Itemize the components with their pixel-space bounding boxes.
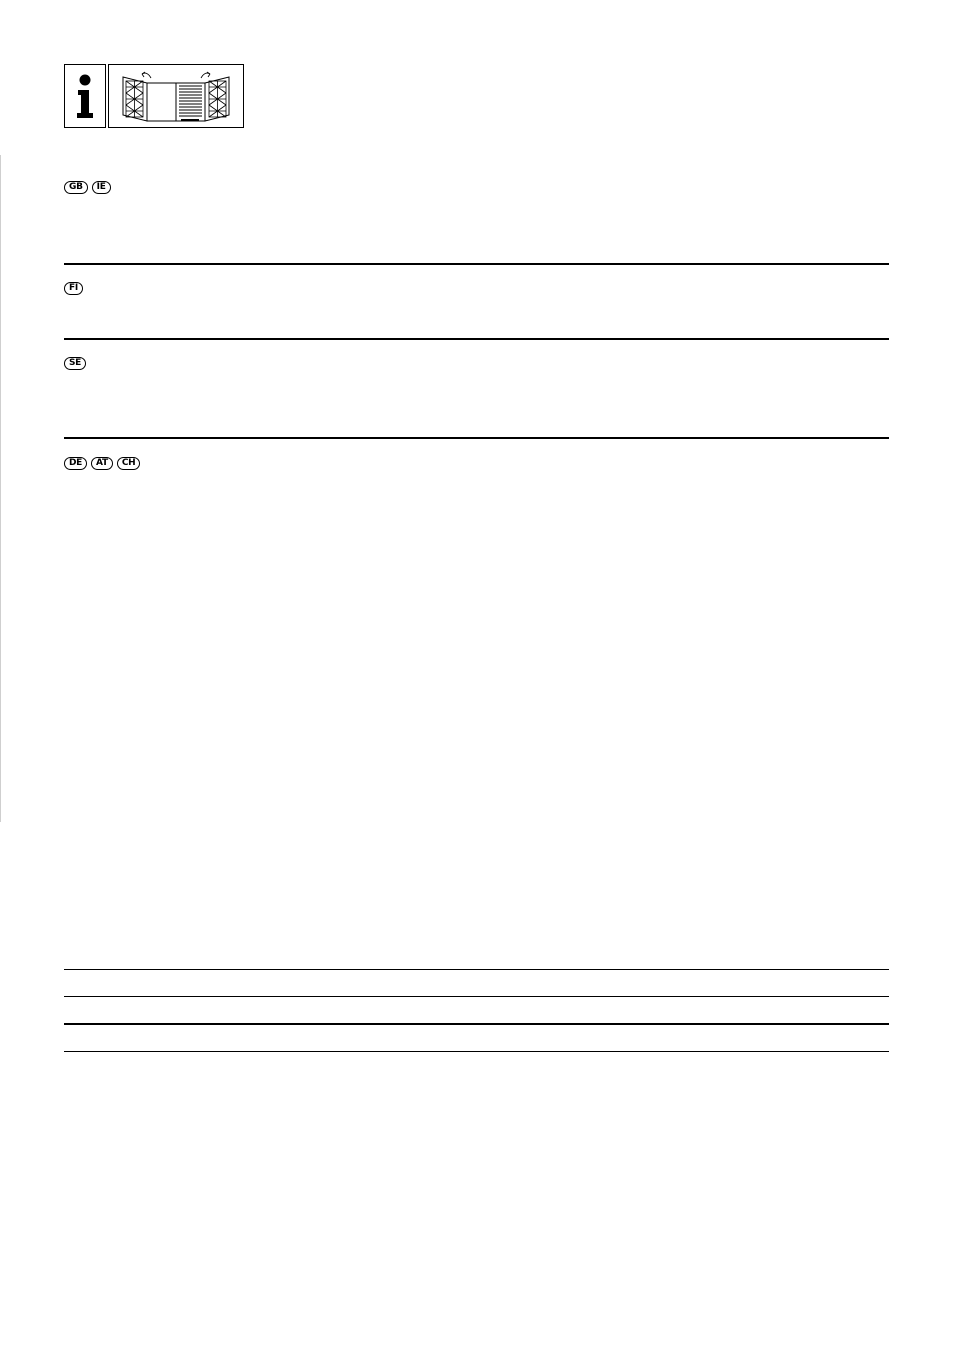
language-badges-en: [64, 181, 111, 194]
language-badges-se: [64, 357, 86, 370]
fold-out-pages-icon: [108, 64, 244, 128]
country-badge: FI: [64, 282, 83, 295]
country-badge: DE: [64, 457, 87, 470]
country-badge: SE: [64, 357, 86, 370]
page-edge-line: [0, 155, 1, 822]
section-divider: [64, 263, 889, 265]
section-divider: [64, 338, 889, 340]
language-badges-fi: [64, 282, 83, 295]
footer-rule: [64, 969, 889, 970]
language-badges-de: [64, 457, 140, 470]
country-badge: GB: [64, 181, 88, 194]
country-badge: IE: [92, 181, 111, 194]
country-badge: CH: [117, 457, 141, 470]
country-badge: AT: [91, 457, 113, 470]
footer-rule: [64, 1023, 889, 1025]
section-divider: [64, 437, 889, 439]
info-icon: [64, 64, 106, 128]
footer-rule: [64, 996, 889, 997]
footer-rule: [64, 1051, 889, 1052]
